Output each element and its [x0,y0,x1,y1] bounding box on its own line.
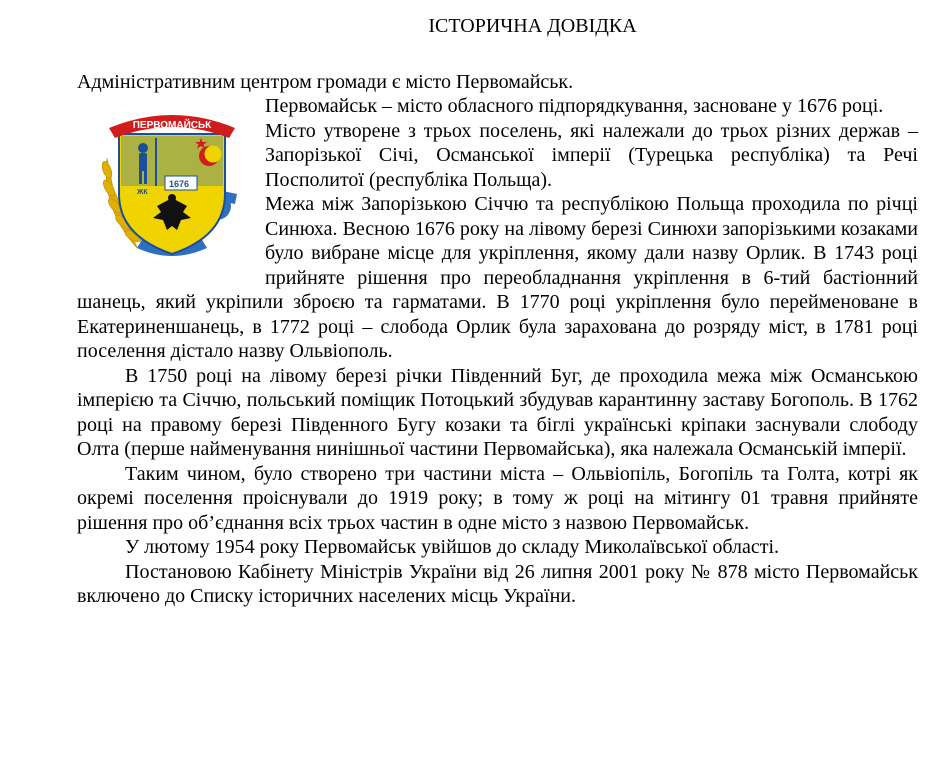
paragraph-mykolaiv-oblast: У лютому 1954 року Первомайськ увійшов до складу Миколаївської області. [125,536,780,558]
coat-ribbon-text: ПЕРВОМАЙСЬК [132,120,212,131]
coat-of-arms-icon [97,98,247,268]
paragraph-three-settlements: Місто утворене з трьох поселень, які належали до трьох різних держав – Запорізької Січі, Османської імперії (Турецька республіка) та Речі Посполитої (республіка Польща). [265,119,918,191]
coat-of-arms [97,98,247,268]
paragraph-unification: Таким чином, було створено три частини міста – Ольвіопіль, Богопіль та Голта, котрі як окремі поселення проіснували до 1919 року; в тому ж році на мітингу 01 травня прийняте рішення про об’єднання всіх трьох частин в одне місто з назвою Первомайськ. [77,462,918,534]
paragraph-admin-center: Адміністративним центром громади є місто Первомайськ. [77,70,574,93]
paragraph-orlyk: Межа між Запорізькою Січчю та республікою Польща проходила по річці Синюха. Весною 1676 року на лівому березі Синюхи запорізькими козаками було вибране місце для укріплення, якому дали назву Орлик. В 1743 році прийняте рішення про переобладнання укріплення в 6-тий бастіонний шанець, який укріпили зброєю та гарматами. В 1770 році укріплення було перейменоване в Екатериненшанець, в 1772 році – слобода Орлик була зарахована до розряду міст, в 1781 році поселення дістало назву Ольвіополь. [77,193,918,362]
document-title: ІСТОРИЧНА ДОВІДКА [428,15,637,37]
coat-year: 1676 [169,179,190,189]
paragraph-founded: Первомайськ – місто обласного підпорядкування, засноване у 1676 році. [265,95,884,117]
coat-letters: ЖК [137,189,148,196]
paragraph-bohopol-olta: В 1750 році на лівому березі річки Південний Буг, де проходила межа між Османською імперією та Січчю, польський поміщик Потоцький збудував карантинну заставу Богополь. В 1762 році на правому березі Південного Бугу козаки та біглі українські кріпаки заснували слободу Олта (перше найменування нинішньої частини Первомайська), яка належала Османській імперії. [77,364,918,460]
paragraph-historic-places: Постановою Кабінету Міністрів України від 26 липня 2001 року № 878 місто Первомайськ включено до Списку історичних населених місць України. [77,560,918,607]
